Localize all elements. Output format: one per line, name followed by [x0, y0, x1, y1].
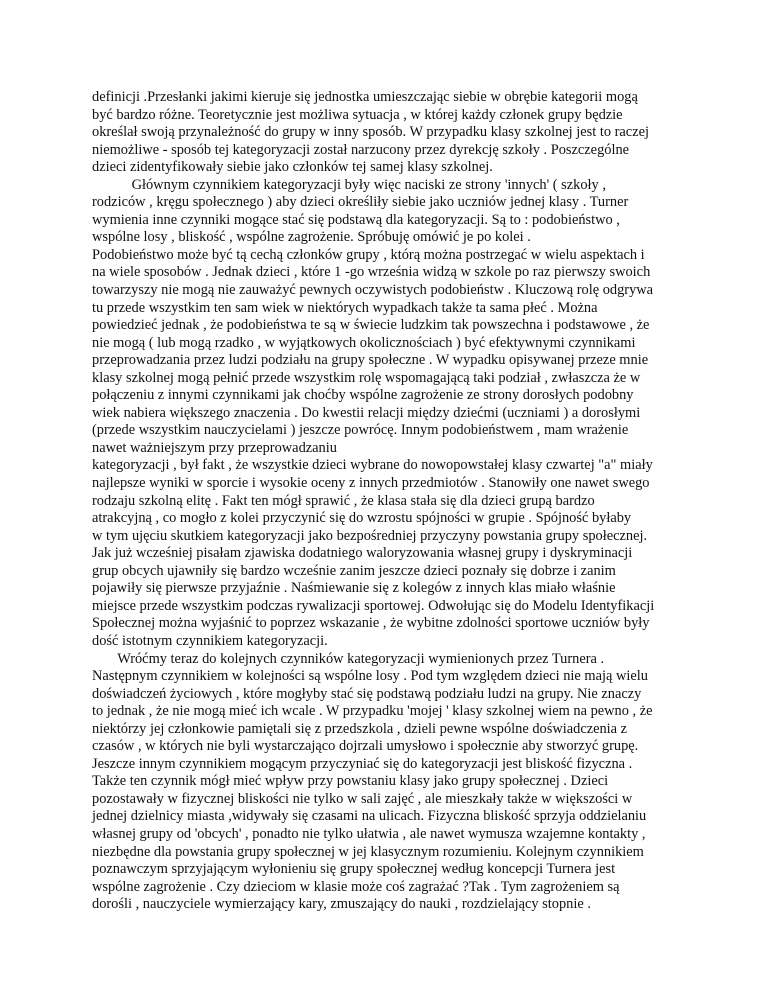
- text-line: Społecznej można wyjaśnić to poprzez wskazanie , że wybitne zdolności sportowe uczniów były: [92, 615, 650, 632]
- text-line: rodzaju szkolną elitę . Fakt ten mógł sprawić , że klasa stała się dla dzieci grupą bardzo: [92, 492, 595, 509]
- text-line: na wiele sposobów . Jednak dzieci , które 1 -go września widzą w szkole po raz pierwszy swoich: [92, 264, 651, 281]
- text-line: Jeszcze innym czynnikiem mogącym przyczyniać się do kategoryzacji jest bliskość fizyczna .: [92, 755, 633, 772]
- text-line: klasy szkolnej mogą pełnić przede wszystkim rolę wspomagającą taki podział , zwłaszcza że w: [92, 369, 641, 386]
- text-line: być bardzo różne. Teoretycznie jest możliwa sytuacja , w której każdy członek grupy będzie: [92, 106, 623, 123]
- text-line: jednej dzielnicy miasta ,widywały się czasami na ulicach. Fizyczna bliskość sprzyja oddzielaniu: [92, 808, 647, 825]
- text-line: wspólne zagrożenie . Czy dzieciom w klasie może coś zagrażać ?Tak . Tym zagrożeniem są: [92, 878, 620, 895]
- text-line: wymienia inne czynniki mogące stać się podstawą dla kategoryzacji. Są to : podobieństwo ,: [92, 211, 620, 228]
- text-line: Podobieństwo może być tą cechą członków grupy , którą można postrzegać w wielu aspektach i: [92, 246, 645, 263]
- text-line: Także ten czynnik mógł mieć wpływ przy powstaniu klasy jako grupy społecznej . Dzieci: [92, 773, 609, 790]
- text-line: najlepsze wyniki w sporcie i wysokie oceny z innych przedmiotów . Stanowiły one nawet swego: [92, 475, 650, 492]
- text-line: własnej grupy od 'obcych' , ponadto nie tylko ułatwia , ale nawet wymusza wzajemne kontakty ,: [92, 825, 646, 842]
- text-line: wspólne losy , bliskość , wspólne zagrożenie. Spróbuję omówić je po kolei .: [92, 229, 531, 246]
- text-line: dość istotnym czynnikiem kategoryzacji.: [92, 632, 328, 649]
- text-line: towarzyszy nie mogą nie zauważyć pewnych oczywistych podobieństw . Kluczową rolę odgrywa: [92, 282, 654, 299]
- text-line: rodziców , kręgu społecznego ) aby dzieci określiły siebie jako uczniów jednej klasy . Turner: [92, 194, 629, 211]
- text-line: pozostawały w fizycznej bliskości nie tylko w sali zajęć , ale mieszkały także w większości w: [92, 790, 633, 807]
- text-line: przeprowadzania przez ludzi podziału na grupy społeczne . W wypadku opisywanej przeze mnie: [92, 352, 649, 369]
- text-line: niezbędne dla powstania grupy społecznej w jej klasycznym rozumieniu. Kolejnym czynnikiem: [92, 843, 644, 860]
- text-line: wiek nabiera większego znaczenia . Do kwestii relacji między dziećmi (uczniami ) a dorosłymi: [92, 404, 641, 421]
- text-line: niemożliwe - sposób tej kategoryzacji został narzucony przez dyrekcję szkoły . Poszczególne: [92, 141, 630, 158]
- text-line: niektórzy jej członkowie pamiętali się z przedszkola , dzieli pewne wspólne doświadczenia z: [92, 720, 628, 737]
- text-line: Jak już wcześniej pisałam zjawiska dodatniego waloryzowania własnej grupy i dyskryminacji: [92, 545, 633, 562]
- text-line: nie mogą ( lub mogą rzadko , w wyjątkowych okolicznościach ) być efektywnymi czynnikami: [92, 334, 636, 351]
- text-line: nawet ważniejszym przy przeprowadzaniu: [92, 439, 337, 456]
- text-line: pojawiły się pierwsze przyjaźnie . Naśmiewanie się z kolegów z innych klas miało właśnie: [92, 580, 616, 597]
- text-line: dzieci zidentyfikowały siebie jako członków tej samej klasy szkolnej.: [92, 159, 493, 176]
- text-line: Głównym czynnikiem kategoryzacji były więc naciski ze strony 'innych' ( szkoły ,: [131, 176, 606, 193]
- text-line: definicji .Przesłanki jakimi kieruje się jednostka umieszczając siebie w obrębie kategorii mogą: [92, 89, 638, 105]
- text-line: połączeniu z innymi czynnikami jak choćby wspólne zagrożenie ze strony dorosłych podobny: [92, 387, 634, 404]
- text-line: Następnym czynnikiem w kolejności są wspólne losy . Pod tym względem dzieci nie mają wielu: [92, 668, 648, 685]
- text-line: to jednak , że nie mogą mieć ich wcale . W przypadku 'mojej ' klasy szkolnej wiem na pewno , że: [92, 703, 653, 720]
- text-line: określał swoją przynależność do grupy w inny sposób. W przypadku klasy szkolnej jest to raczej: [92, 124, 649, 141]
- text-line: powiedzieć jednak , że podobieństwa te są w świecie ludzkim tak powszechna i podstawowe , że: [92, 317, 650, 334]
- text-line: poznawczym sprzyjającym wyłonieniu się grupy społecznej według koncepcji Turnera jest: [92, 861, 616, 878]
- text-line: doświadczeń życiowych , które mogłyby stać się podstawą podziału ludzi na grupy. Nie znaczy: [92, 685, 642, 702]
- text-line: kategoryzacji , był fakt , że wszystkie dzieci wybrane do nowopowstałej klasy czwartej "a" miały: [92, 457, 653, 474]
- text-line: tu przede wszystkim ten sam wiek w niektórych wypadkach także ta sama płeć . Można: [92, 299, 598, 316]
- text-line: grup obcych ujawniły się bardzo wcześnie zanim jeszcze dzieci poznały się dobrze i zanim: [92, 562, 616, 579]
- text-line: Wróćmy teraz do kolejnych czynników kategoryzacji wymienionych przez Turnera .: [117, 650, 605, 667]
- text-line: dorośli , nauczyciele wymierzający kary, zmuszający do nauki , rozdzielający stopnie .: [92, 896, 591, 913]
- text-line: w tym ujęciu skutkiem kategoryzacji jako bezpośredniej przyczyny powstania grupy społecznej.: [92, 527, 648, 544]
- body-text: [92, 89, 672, 914]
- text-line: czasów , w których nie byli wystarczająco dojrzali umysłowo i społecznie aby stworzyć grupę.: [92, 738, 639, 755]
- text-line: atrakcyjną , co mogło z kolei przyczynić się do wzrostu spójności w grupie . Spójność byłaby: [92, 510, 632, 527]
- text-line: (przede wszystkim nauczycielami ) jeszcze powrócę. Innym podobieństwem , mam wrażenie: [92, 422, 629, 439]
- text-line: miejsce przede wszystkim podczas rywalizacji sportowej. Odwołując się do Modelu Identyfikacji: [92, 597, 655, 614]
